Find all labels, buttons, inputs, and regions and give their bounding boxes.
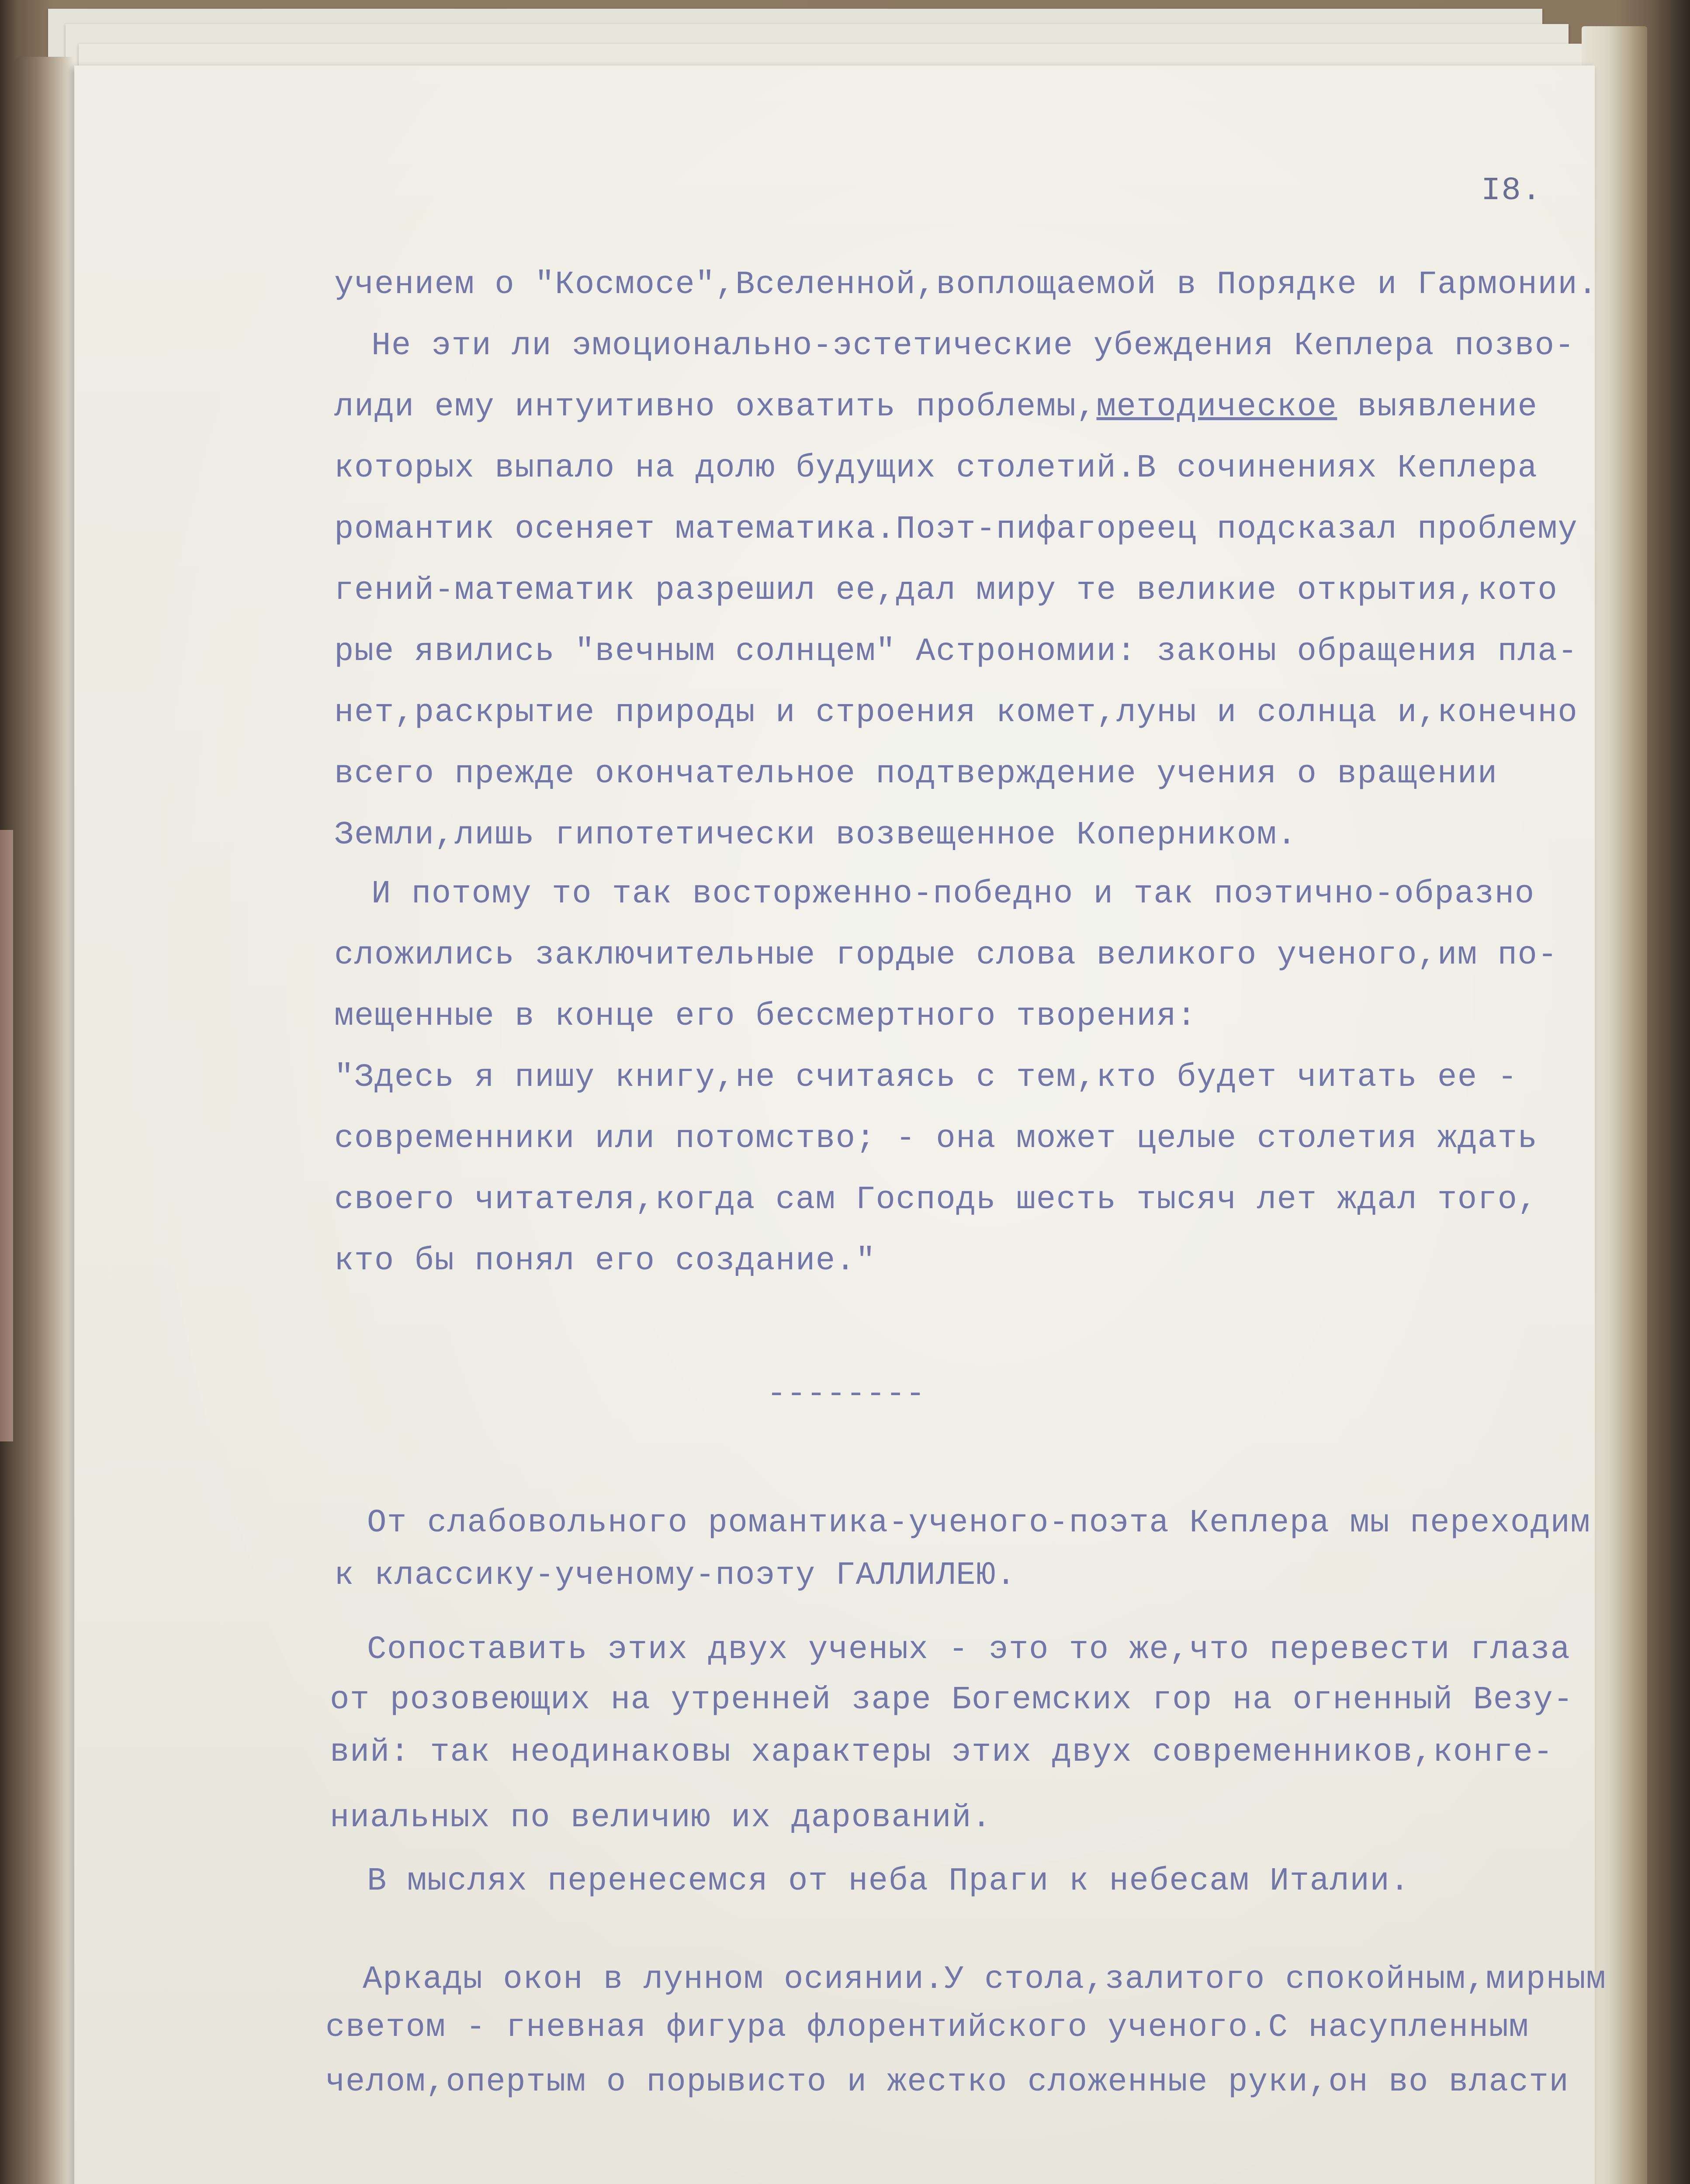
text-line: В мыслях перенесемся от неба Праги к небесам Италии. xyxy=(367,1863,1410,1900)
text-line: современники или потомство; - она может целые столетия ждать xyxy=(334,1120,1538,1157)
text-line: вий: так неодинаковы характеры этих двух современников,конге- xyxy=(330,1734,1554,1771)
text-segment: выявление xyxy=(1337,389,1538,425)
text-line: мещенные в конце его бессмертного творения: xyxy=(334,998,1197,1035)
text-segment: лиди ему интуитивно охватить проблемы, xyxy=(334,389,1097,425)
text-line: челом,опертым о порывисто и жестко сложенные руки,он во власти xyxy=(326,2064,1569,2101)
binding-shadow xyxy=(13,57,74,2184)
text-line: которых выпало на долю будущих столетий.В сочинениях Кеплера xyxy=(334,450,1538,487)
text-line: кто бы понял его создание." xyxy=(334,1243,876,1279)
underlined-word: методическое xyxy=(1096,389,1337,425)
text-line: своего читателя,когда сам Господь шесть тысяч лет ждал того, xyxy=(334,1182,1538,1218)
text-line: всего прежде окончательное подтверждение учения о вращении xyxy=(334,756,1498,792)
text-line: Сопоставить этих двух ученых - это то же,что перевести глаза xyxy=(367,1631,1571,1668)
text-line: Земли,лишь гипотетически возвещенное Коперником. xyxy=(334,817,1297,854)
section-separator: -------- xyxy=(767,1376,926,1413)
text-line: "Здесь я пишу книгу,не считаясь с тем,кто будет читать ее - xyxy=(334,1059,1518,1096)
text-line: сложились заключительные гордые слова великого ученого,им по- xyxy=(334,937,1558,974)
text-line: гений-математик разрешил ее,дал миру те великие открытия,кото xyxy=(334,572,1558,609)
text-line: романтик осеняет математика.Поэт-пифагореец подсказал проблему xyxy=(334,511,1578,548)
text-line: от розовеющих на утренней заре Богемских гор на огненный Везу- xyxy=(330,1682,1574,1718)
text-line: От слабовольного романтика-ученого-поэта Кеплера мы переходим xyxy=(367,1505,1591,1541)
text-line: рые явились "вечным солнцем" Астрономии: законы обращения пла- xyxy=(334,633,1578,670)
text-line: учением о "Космосе",Вселенной,воплощаемой в Порядке и Гармонии. xyxy=(334,266,1598,303)
text-line: Не эти ли эмоционально-эстетические убеждения Кеплера позво- xyxy=(371,328,1575,364)
page-number: I8. xyxy=(1481,173,1542,209)
text-line xyxy=(334,391,1538,423)
text-line: ниальных по величию их дарований. xyxy=(330,1800,992,1836)
text-line: к классику-ученому-поэту ГАЛЛИЛЕЮ. xyxy=(334,1557,1016,1594)
text-line: Аркады окон в лунном осиянии.У стола,залитого спокойным,мирным xyxy=(363,1961,1607,1998)
text-line: светом - гневная фигура флорентийского ученого.С насупленным xyxy=(326,2009,1529,2046)
text-line: И потому то так восторженно-победно и так поэтично-образно xyxy=(371,876,1535,912)
text-line: нет,раскрытие природы и строения комет,луны и солнца и,конечно xyxy=(334,695,1578,731)
